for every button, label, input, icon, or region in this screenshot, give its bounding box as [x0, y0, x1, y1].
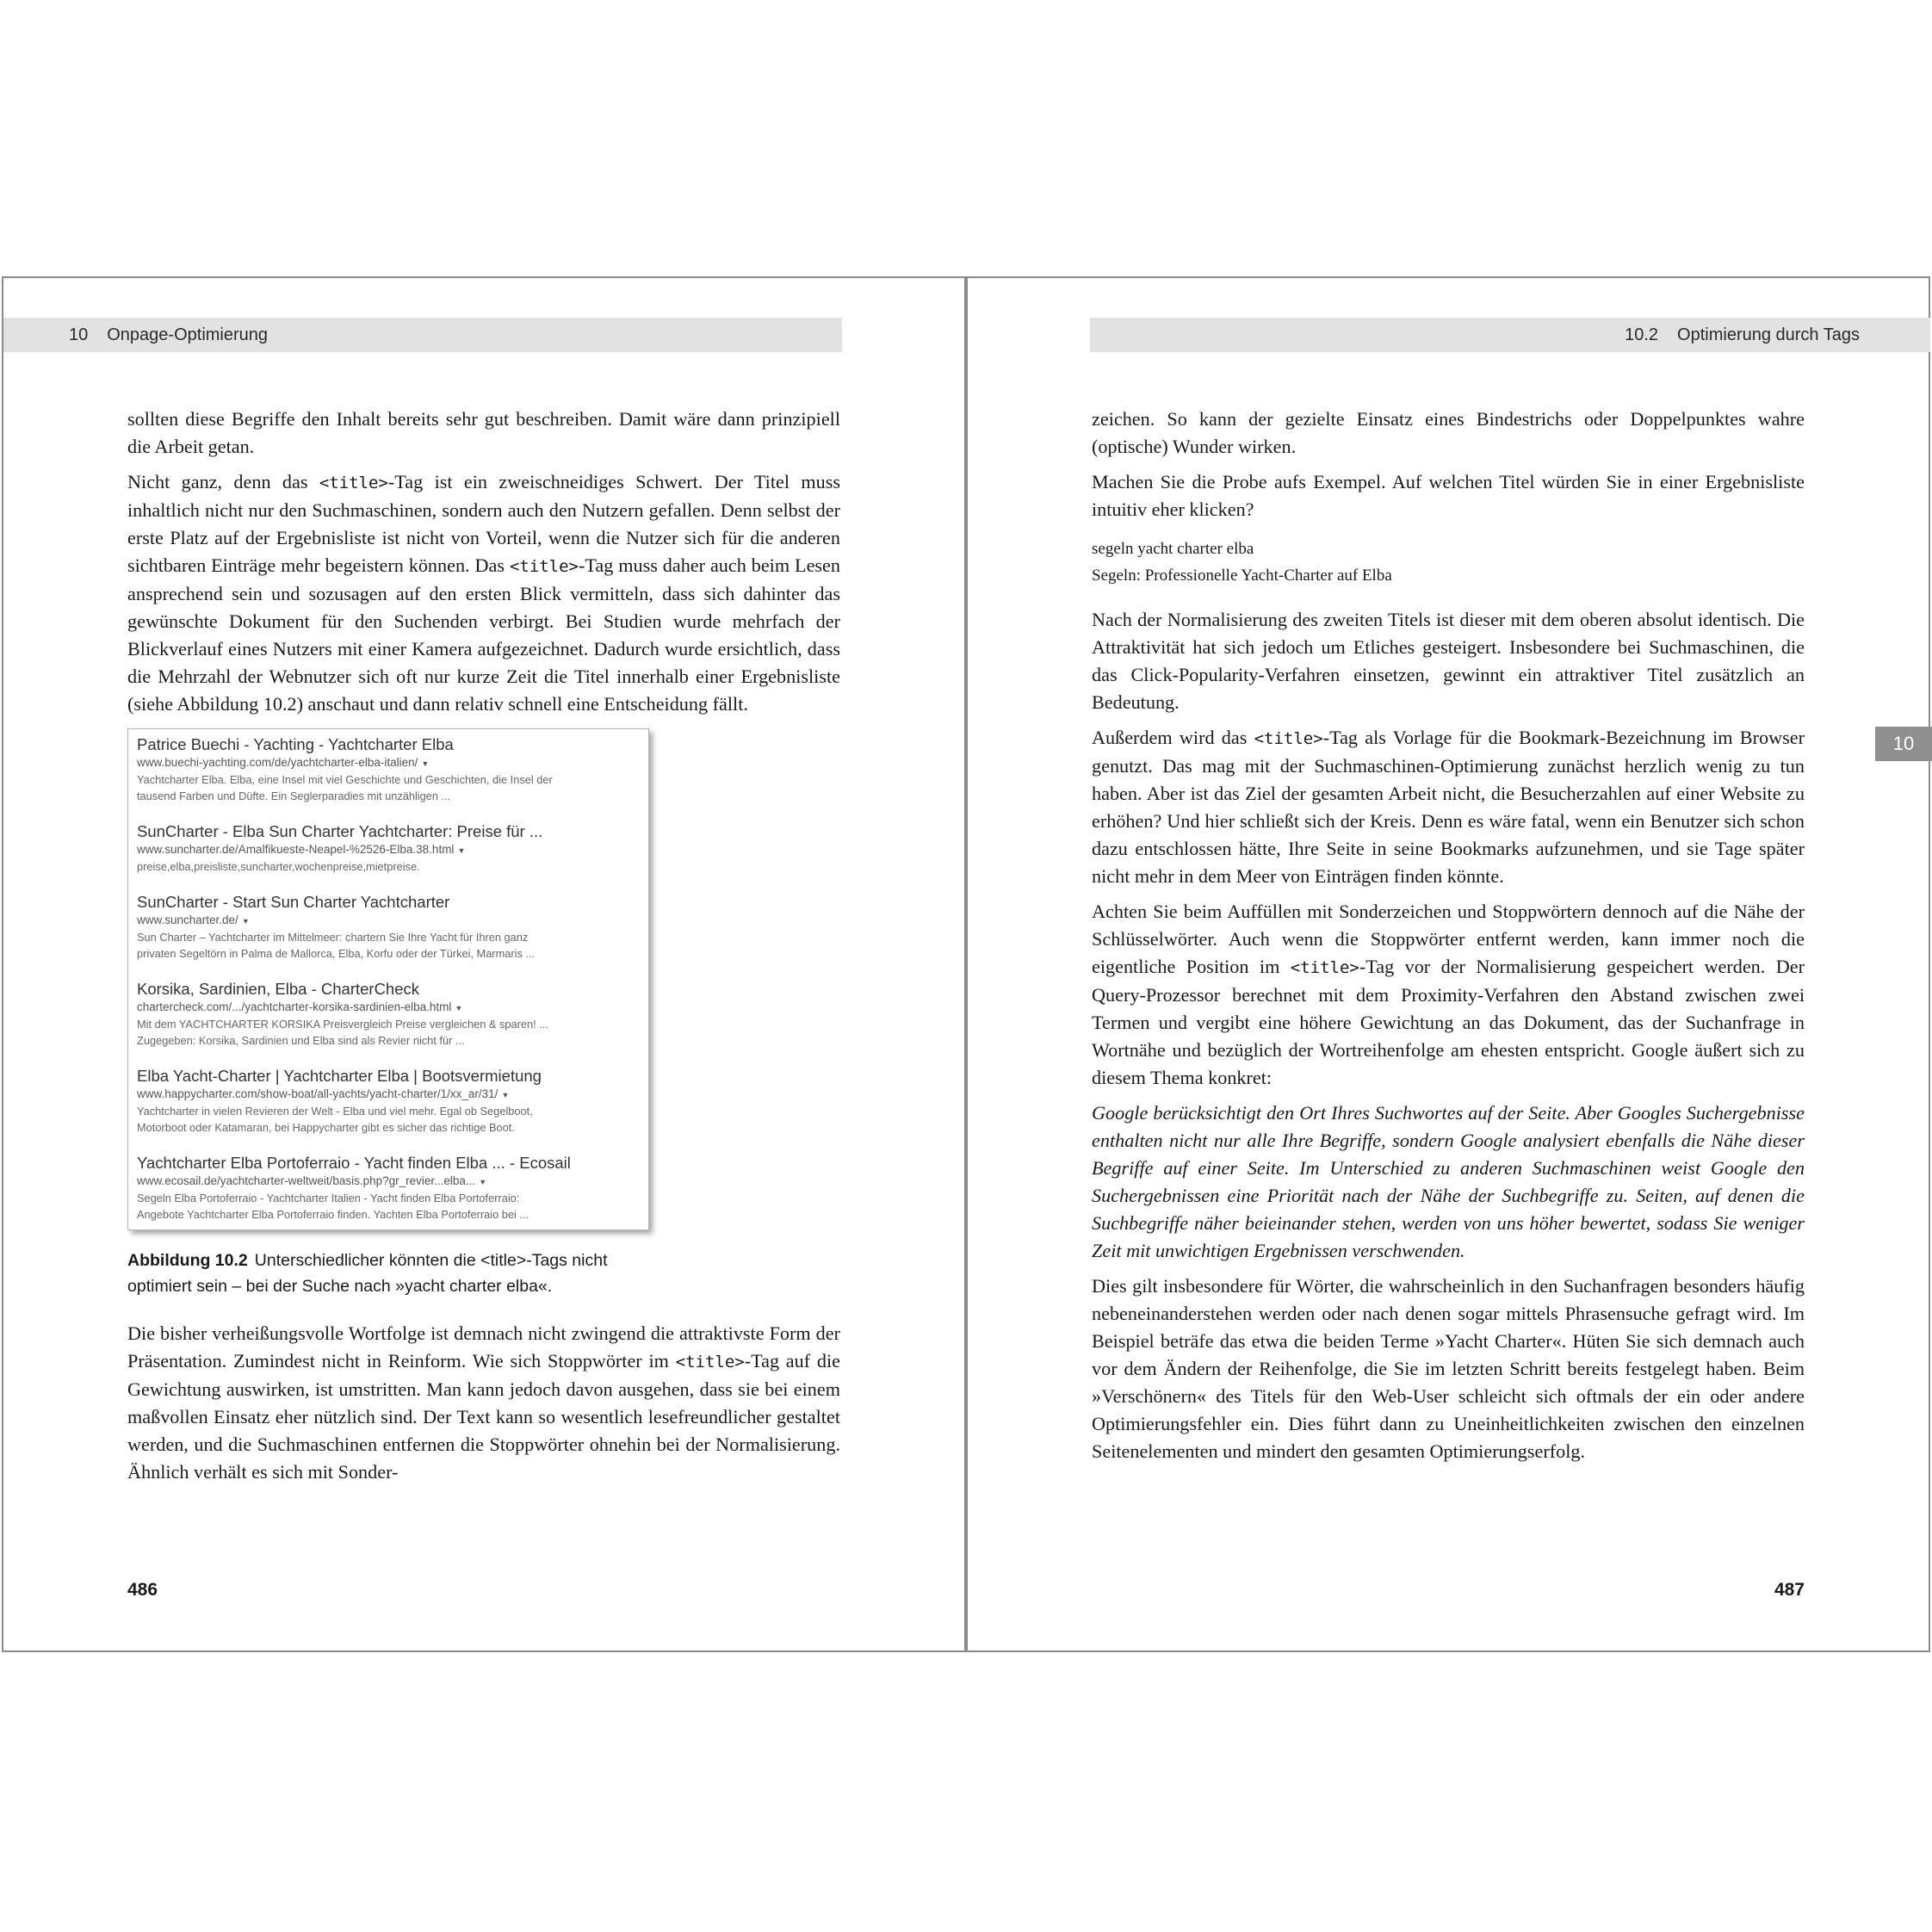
search-result [137, 979, 640, 1049]
paragraph [1092, 724, 1805, 890]
dropdown-arrow-icon: ▼ [241, 917, 250, 926]
chapter-number: 10 [69, 325, 89, 344]
code-line: segeln yacht charter elba [1092, 540, 1254, 558]
result-snippet: Angebote Yachtcharter Elba Portoferraio finden. Yachten Elba Portoferraio bei ... [137, 1208, 529, 1221]
result-snippet: Yachtcharter in vielen Revieren der Welt - Elba und viel mehr. Egal ob Segelboot, [137, 1105, 533, 1118]
result-title: Elba Yacht-Charter | Yachtcharter Elba | Bootsvermietung [137, 1067, 542, 1085]
result-snippet: Motorboot oder Katamaran, bei Happycharter gibt es sicher das richtige Boot. [137, 1121, 515, 1134]
dropdown-arrow-icon: ▼ [455, 1004, 463, 1012]
section-title: Optimierung durch Tags [1677, 325, 1860, 344]
text-run: -Tag ist ein zweischneidiges Schwert. Der Titel muss inhaltlich nicht nur den Suchmaschinen, sondern auch den Nutzern gefallen. Denn selbst der erste Platz auf der Ergebnisliste ist nicht von Vorteil, wenn die Nutzer sich für die anderen sichtbaren Einträge mehr begeistern können. Das [127, 471, 840, 576]
result-snippet: privaten Segeltörn in Palma de Mallorca, Elba, Korfu oder der Türkei, Marmaris ... [137, 947, 536, 960]
caption-text: Unterschiedlicher könnten die <title>-Tags nicht [254, 1251, 608, 1270]
dropdown-arrow-icon: ▼ [457, 846, 466, 855]
result-url [137, 1173, 640, 1190]
running-header [1090, 318, 1930, 352]
caption-text: optimiert sein – bei der Suche nach »yacht charter elba«. [127, 1277, 553, 1296]
search-results-figure [127, 728, 649, 1230]
search-result [137, 1066, 640, 1136]
text-run: -Tag als Vorlage für die Bookmark-Bezeichnung im Browser genutzt. Das mag mit der Suchmaschinen-Optimierung zunächst herzlich wenig zu tun haben. Aber ist das Ziel der gesamten Arbeit nicht, die Besucherzahlen auf einer Website zu erhöhen? Und hier schließt sich der Kreis. Denn es wäre fatal, wenn ein Benutzer sich schon dazu entschlossen hätte, Ihre Seite in seine Bookmarks aufzunehmen, und sie Tage später nicht mehr in dem Meer von Einträgen finden könnte. [1092, 727, 1805, 887]
text-run: Achten Sie beim Auffüllen mit Sonderzeichen und Stoppwörtern dennoch auf die Nähe der Schlüsselwörter. Auch wenn die Stoppwörter entfernt werden, kann immer noch die eigentliche Position im [1092, 901, 1805, 977]
paragraph [127, 1320, 840, 1486]
result-url [137, 842, 640, 858]
page-number: 487 [1774, 1580, 1805, 1600]
paragraph: Machen Sie die Probe aufs Exempel. Auf welchen Titel würden Sie in einer Ergebnisliste intuitiv eher klicken? [1092, 471, 1805, 520]
result-url [137, 1087, 640, 1103]
figure-caption [127, 1248, 661, 1299]
text-run: -Tag muss daher auch beim Lesen ansprechend sein und sozusagen auf den ersten Blick vermitteln, dass sich dahinter das gewünschte Dokument für den Suchenden verbirgt. Bei Studien wurde mehrfach der Blickverlauf eines Nutzers mit einer Kamera aufgezeichnet. Dadurch wurde ersichtlich, dass die Mehrzahl der Webnutzer sich oft nur kurze Zeit die Titel innerhalb einer Ergebnisliste (siehe Abbildung 10.2) anschaut und dann relativ schnell eine Entscheidung fällt. [127, 554, 840, 715]
result-snippet: Mit dem YACHTCHARTER KORSIKA Preisvergleich Preise vergleichen & sparen! ... [137, 1018, 548, 1031]
paragraph [1092, 898, 1805, 1092]
result-url-text: www.suncharter.de/Amalfikueste-Neapel-%2526-Elba.38.html [137, 843, 455, 856]
right-body-text [1092, 406, 1805, 1473]
inline-code: <title> [509, 557, 579, 576]
text-run: Nicht ganz, denn das [127, 471, 319, 492]
result-title: Korsika, Sardinien, Elba - CharterCheck [137, 980, 420, 998]
result-url [137, 913, 640, 929]
search-result [137, 734, 640, 804]
inline-code: <title> [1290, 958, 1359, 977]
result-url-text: www.buechi-yachting.com/de/yachtcharter-elba-italien/ [137, 756, 418, 769]
result-snippet: Zugegeben: Korsika, Sardinien und Elba sind als Revier nicht für ... [137, 1034, 465, 1047]
result-title: Yachtcharter Elba Portoferraio - Yacht finden Elba ... - Ecosail [137, 1154, 571, 1172]
running-header [3, 318, 842, 352]
text-run: -Tag auf die Gewichtung auswirken, ist umstritten. Man kann jedoch davon ausgehen, dass sie bei einem maßvollen Einsatz eher nützlich sind. Der Text kann so wesentlich lesefreundlicher gestaltet werden, und die Suchmaschinen entfernen die Stoppwörter ohnehin bei der Normalisierung. Ähnlich verhält es sich mit Sonder- [127, 1350, 840, 1483]
result-url [137, 755, 640, 771]
result-url-text: www.ecosail.de/yachtcharter-weltweit/basis.php?gr_revier...elba... [137, 1174, 476, 1187]
chapter-tab-marker: 10 [1875, 727, 1932, 761]
text-run: Die bisher verheißungsvolle Wortfolge ist demnach nicht zwingend die attraktivste Form der Präsentation. Zumindest nicht in Reinform. Wie sich Stoppwörter im [127, 1322, 840, 1372]
dropdown-arrow-icon: ▼ [479, 1178, 487, 1186]
result-snippet: Segeln Elba Portoferraio - Yachtcharter Italien - Yacht finden Elba Portoferraio: [137, 1192, 520, 1204]
left-page [2, 276, 966, 1652]
text-run: Außerdem wird das [1092, 727, 1254, 748]
result-url-text: www.suncharter.de/ [137, 913, 238, 926]
search-result [137, 1153, 640, 1223]
result-url-text: chartercheck.com/.../yachtcharter-korsika-sardinien-elba.html [137, 1000, 452, 1013]
caption-label: Abbildung 10.2 [127, 1251, 248, 1270]
code-example [1092, 536, 1805, 589]
result-snippet: tausend Farben und Düfte. Ein Seglerparadies mit unzähligen ... [137, 790, 451, 802]
result-title: SunCharter - Elba Sun Charter Yachtcharter: Preise für ... [137, 822, 543, 840]
paragraph: zeichen. So kann der gezielte Einsatz eines Bindestrichs oder Doppelpunktes wahre (optische) Wunder wirken. [1092, 408, 1805, 457]
page-number: 486 [127, 1580, 158, 1600]
inline-code: <title> [675, 1353, 745, 1372]
left-body-text [127, 406, 840, 1494]
result-url-text: www.happycharter.com/show-boat/all-yachts/yacht-charter/1/xx_ar/31/ [137, 1087, 498, 1100]
result-title: Patrice Buechi - Yachting - Yachtcharter Elba [137, 735, 454, 753]
result-url [137, 1000, 640, 1016]
text-run: -Tag vor der Normalisierung gespeichert werden. Der Query-Prozessor berechnet mit dem Proximity-Verfahren den Abstand zwischen zwei Termen und vergibt eine höhere Gewichtung an das Dokument, das der Suchanfrage in Wortnähe und bezüglich der Wortreihenfolge am ehesten entspricht. Google äußert sich zu diesem Thema konkret: [1092, 956, 1805, 1088]
inline-code: <title> [319, 474, 388, 492]
paragraph [127, 468, 840, 718]
chapter-title: Onpage-Optimierung [107, 325, 269, 344]
paragraph: sollten diese Begriffe den Inhalt bereits sehr gut beschreiben. Damit wäre dann prinzipiell die Arbeit getan. [127, 408, 840, 457]
search-result [137, 821, 640, 875]
result-title: SunCharter - Start Sun Charter Yachtcharter [137, 893, 450, 911]
section-number: 10.2 [1625, 325, 1659, 344]
right-page [966, 276, 1930, 1652]
block-quote: Google berücksichtigt den Ort Ihres Suchwortes auf der Seite. Aber Googles Suchergebnisse enthalten nicht nur alle Ihre Begriffe, sondern Google analysiert ebenfalls die Nähe dieser Begriffe auf einer Seite. Im Unterschied zu anderen Suchmaschinen weist Google den Suchergebnissen eine Priorität nach der Nähe der Suchbegriffe zu. Seiten, auf denen die Suchbegriffe näher beieinander stehen, werden von uns höher bewertet, sodass Sie weniger Zeit mit unwichtigen Ergebnissen verschwenden. [1092, 1102, 1805, 1261]
code-line: Segeln: Professionelle Yacht-Charter auf Elba [1092, 567, 1392, 585]
search-result [137, 892, 640, 962]
dropdown-arrow-icon: ▼ [501, 1091, 510, 1099]
dropdown-arrow-icon: ▼ [421, 759, 430, 768]
result-snippet: Yachtcharter Elba. Elba, eine Insel mit viel Geschichte und Geschichten, die Insel der [137, 773, 553, 786]
inline-code: <title> [1254, 729, 1323, 748]
paragraph: Dies gilt insbesondere für Wörter, die wahrscheinlich in den Suchanfragen besonders häufig nebeneinanderstehen werden oder nach denen sogar mittels Phrasensuche gefragt wird. Im Beispiel beträfe das etwa die beiden Terme »Yacht Charter«. Hüten Sie sich demnach auch vor dem Ändern der Reihenfolge, die Sie im letzten Schritt bereits festgelegt haben. Beim »Verschönern« des Titels für den Web-User schleicht sich oftmals der ein oder andere Optimierungsfehler ein. Dies führt dann zu Uneinheitlichkeiten zwischen den einzelnen Seitenelementen und mindert den gesamten Optimierungserfolg. [1092, 1275, 1805, 1462]
result-snippet: preise,elba,preisliste,suncharter,wochenpreise,mietpreise. [137, 860, 420, 873]
result-snippet: Sun Charter – Yachtcharter im Mittelmeer: chartern Sie Ihre Yacht für Ihren ganz [137, 931, 529, 944]
paragraph: Nach der Normalisierung des zweiten Titels ist dieser mit dem oberen absolut identisch. Die Attraktivität hat sich jedoch um Etliches gesteigert. Insbesondere bei Suchmaschinen, die das Click-Popularity-Verfahren einsetzen, gewinnt ein attraktiver Titel zusätzlich an Bedeutung. [1092, 609, 1805, 713]
